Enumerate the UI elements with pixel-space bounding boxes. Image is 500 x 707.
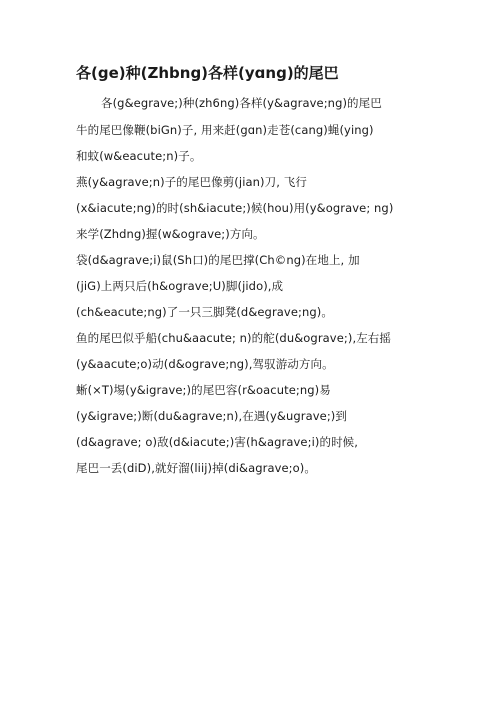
text-line-10: 鱼的尾巴似乎船(chu&aacute; n)的舵(du&ograve;),左右摇 [76, 331, 391, 345]
text-line-11: (y&aacute;o)动(d&ograve;ng),驾驭游动方向。 [76, 357, 334, 371]
text-line-5: (x&iacute;ng)的时(sh&iacute;)候(hou)用(y&ograve; ng) [76, 201, 394, 215]
text-line-2: 牛的尾巴像鞭(biGn)子, 用来赶(gɑn)走苍(cang)蝇(ying) [76, 123, 374, 137]
text-line-12: 蜥(×T)埸(y&igrave;)的尾巴容(r&oacute;ng)易 [76, 383, 331, 397]
text-line-4: 燕(y&agrave;n)子的尾巴像剪(jian)刀, 飞行 [76, 175, 307, 189]
text-line-9: (ch&eacute;ng)了一只三脚凳(d&egrave;ng)。 [76, 305, 333, 319]
document-title: 各(ge)种(Zhbng)各样(yɑng)的尾巴 [76, 64, 339, 82]
text-line-3: 和蚊(w&eacute;n)子。 [76, 149, 202, 163]
text-line-6: 来学(Zhdng)握(w&ograve;)方向。 [76, 227, 265, 241]
text-line-14: (d&agrave; o)敌(d&iacute;)害(h&agrave;i)的时候, [76, 435, 359, 449]
text-line-1: 各(g&egrave;)种(zh6ng)各样(y&agrave;ng)的尾巴 [101, 96, 382, 110]
text-line-13: (y&igrave;)断(du&agrave;n),在遇(y&ugrave;)到 [76, 409, 347, 423]
text-line-8: (jiG)上两只后(h&ograve;U)脚(jido),成 [76, 279, 284, 293]
text-line-7: 袋(d&agrave;i)鼠(Sh口)的尾巴撑(Ch©ng)在地上, 加 [76, 253, 360, 267]
text-line-15: 尾巴一丢(diD),就好溜(liij)掉(di&agrave;o)。 [76, 461, 316, 475]
